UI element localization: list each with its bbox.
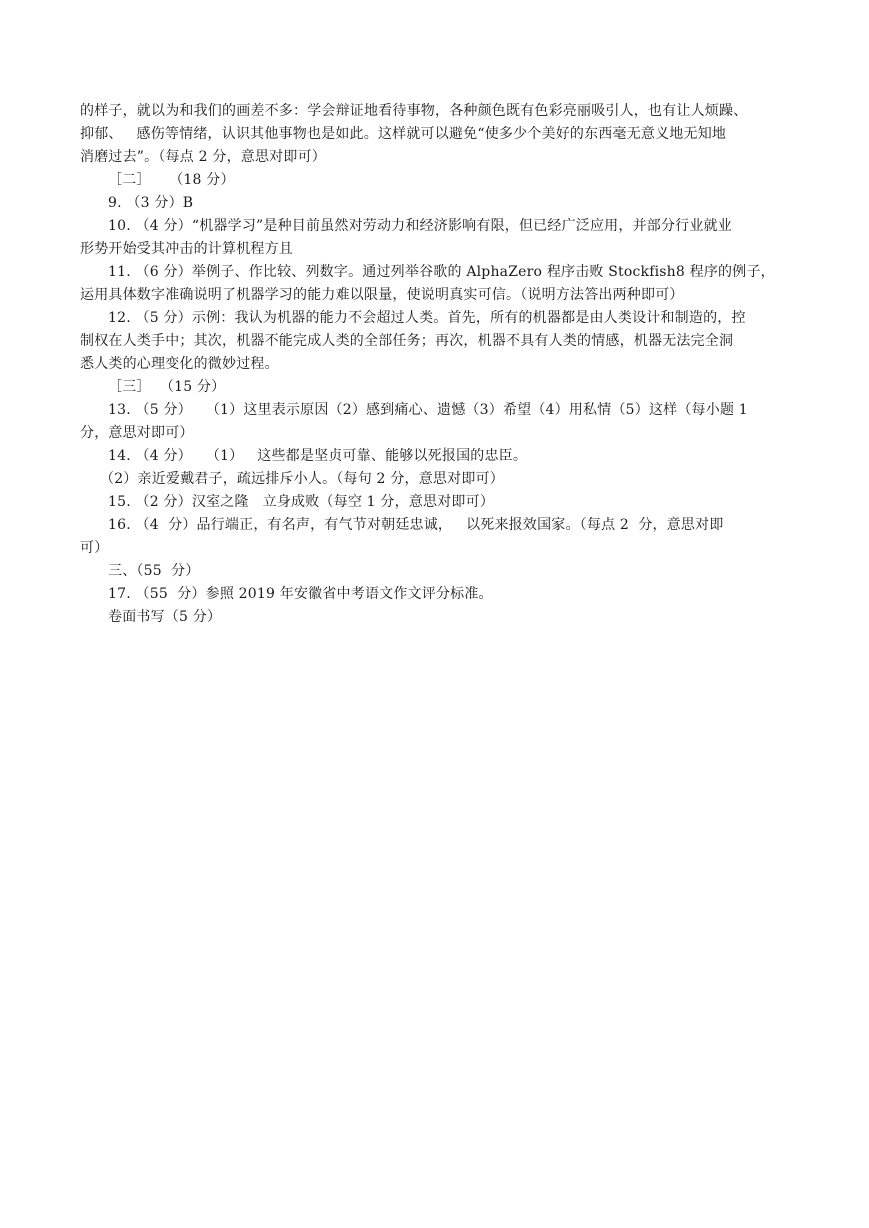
answer-text-line: 可） bbox=[80, 540, 109, 556]
answer-text-line: 形势开始受其冲击的计算机程方且 bbox=[80, 241, 293, 257]
answer-text-line: 悉人类的心理变化的微妙过程。 bbox=[80, 356, 279, 372]
answer-text-line: （2）亲近爱戴君子，疏远排斥小人。（每句 2 分，意思对即可） bbox=[100, 471, 504, 487]
answer-item-13: 13. （5 分） （1）这里表示原因（2）感到痛心、遗憾（3）希望（4）用私情（5）这样（每小题 1 bbox=[108, 402, 748, 418]
answer-text-line: 消磨过去”。（每点 2 分，意思对即可） bbox=[80, 149, 326, 165]
handwriting-score-line: 卷面书写（5 分） bbox=[108, 609, 222, 625]
answer-item-16: 16. （4 分）品行端正，有名声，有气节对朝廷忠诚， 以死来报效国家。（每点 2 分，意思对即 bbox=[108, 517, 724, 533]
answer-text-line: 制权在人类手中；其次，机器不能完成人类的全部任务；再次，机器不具有人类的情感，机器无法完全洞 bbox=[80, 333, 734, 349]
answer-text-line: 的样子，就以为和我们的画差不多：学会辩证地看待事物，各种颜色既有色彩亮丽吸引人，也有让人烦躁、 bbox=[80, 103, 748, 119]
answer-text-line: 抑郁、 感伤等情绪，认识其他事物也是如此。这样就可以避免“使多少个美好的东西毫无意义地无知地 bbox=[80, 126, 727, 142]
answer-item-14: 14. （4 分） （1） 这些都是坚贞可靠、能够以死报国的忠臣。 bbox=[108, 448, 528, 464]
answer-item-15: 15. （2 分）汉室之隆 立身成败（每空 1 分，意思对即可） bbox=[108, 494, 495, 510]
answer-text-line: 运用具体数字准确说明了机器学习的能力难以限量，使说明真实可信。（说明方法答出两种即可） bbox=[80, 287, 684, 303]
section-heading-part-3: 三、（55 分） bbox=[108, 563, 200, 579]
answer-text-line: 分，意思对即可） bbox=[80, 425, 194, 441]
section-heading-2: ［二］ （18 分） bbox=[108, 172, 235, 188]
answer-item-17: 17. （55 分）参照 2019 年安徽省中考语文作文评分标准。 bbox=[108, 586, 493, 602]
answer-item-10: 10. （4 分）“机器学习”是种目前虽然对劳动力和经济影响有限，但已经广泛应用，并部分行业就业 bbox=[108, 218, 732, 234]
answer-item-9: 9. （3 分）B bbox=[108, 195, 194, 211]
section-heading-3: ［三］ （15 分） bbox=[108, 379, 226, 395]
answer-item-11: 11. （6 分）举例子、作比较、列数字。通过列举谷歌的 AlphaZero 程序击败 Stockfish8 程序的例子， bbox=[108, 264, 775, 280]
answer-item-12: 12. （5 分）示例：我认为机器的能力不会超过人类。首先，所有的机器都是由人类设计和制造的，控 bbox=[108, 310, 746, 326]
answer-document bbox=[80, 100, 792, 629]
